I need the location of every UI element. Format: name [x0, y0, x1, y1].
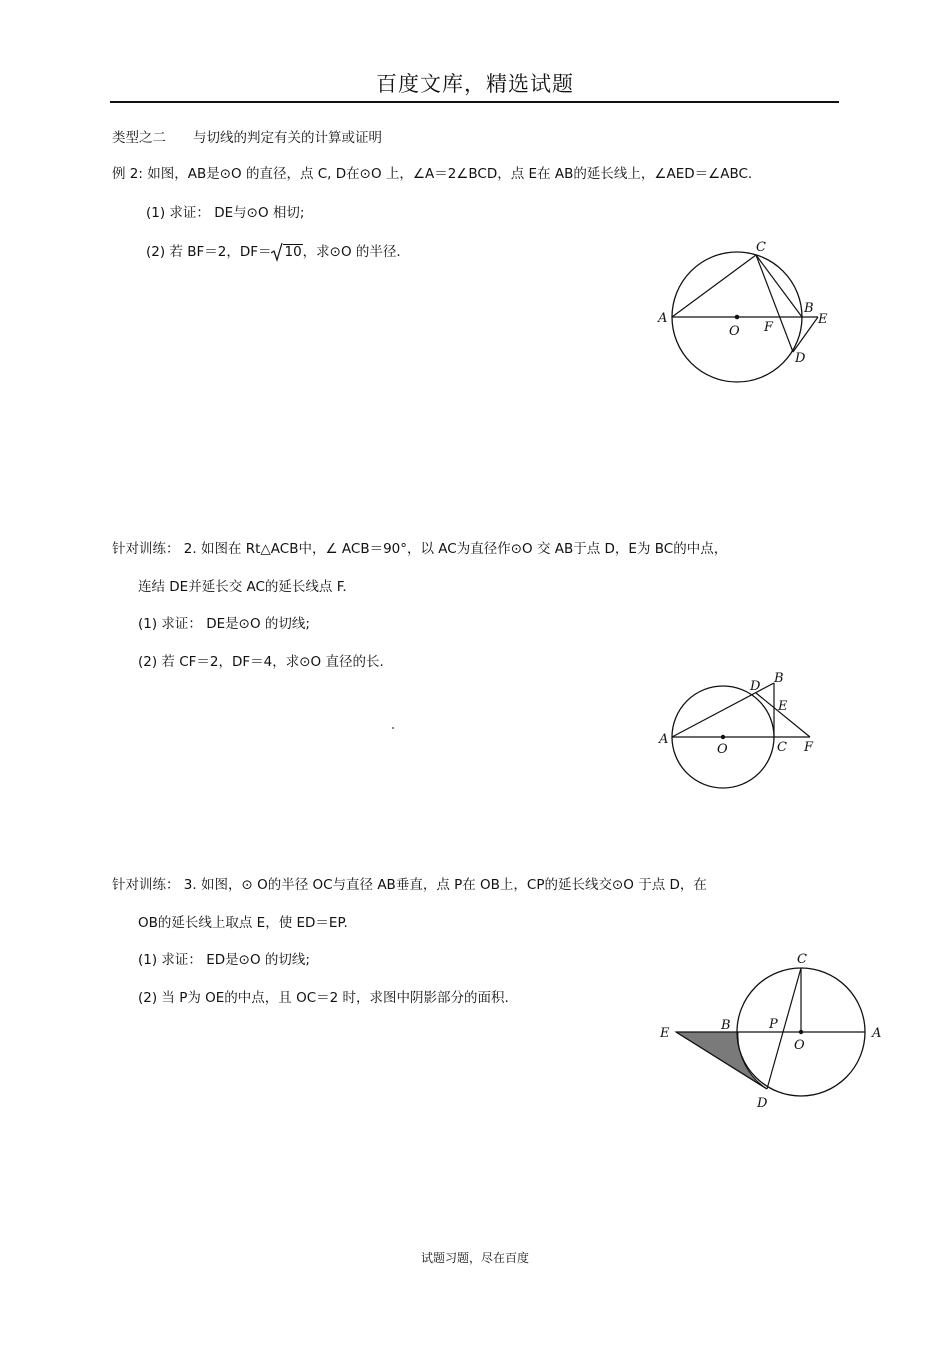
exercise2-line1: 针对训练： 2. 如图在 Rt△ACB中，∠ ACB＝90°，以 AC为直径作⊙O 交 AB于点 D，E为 BC的中点， — [112, 541, 728, 557]
label-C: C — [756, 240, 766, 255]
label-A: A — [872, 1026, 882, 1041]
example2-q2-before: (2) 若 BF＝2，DF＝ — [146, 244, 272, 260]
label-O: O — [794, 1038, 805, 1053]
exercise3-line2: OB的延长线上取点 E，使 ED＝EP. — [138, 915, 348, 931]
exercise3-q1: (1) 求证： ED是⊙O 的切线; — [138, 952, 310, 968]
label-F: F — [764, 320, 774, 335]
label-C: C — [797, 952, 807, 967]
label-E: E — [778, 699, 788, 714]
label-E: E — [818, 312, 828, 327]
label-P: P — [769, 1017, 778, 1032]
sqrt-radicand: 10 — [284, 244, 302, 260]
example2-stem: 例 2: 如图，AB是⊙O 的直径，点 C, D在⊙O 上，∠A＝2∠BCD，点 E在 AB的延长线上，∠AED＝∠ABC. — [112, 166, 753, 182]
label-C: C — [777, 740, 787, 755]
example2-figure — [650, 235, 840, 385]
example2-q2-after: ，求⊙O 的半径. — [302, 244, 401, 260]
label-A: A — [658, 311, 668, 326]
label-B: B — [804, 301, 814, 316]
page-footer: 试题习题，尽在百度 — [420, 1251, 529, 1265]
exercise2-line2: 连结 DE并延长交 AC的延长线点 F. — [138, 579, 347, 595]
label-O: O — [717, 742, 728, 757]
label-E: E — [660, 1026, 670, 1041]
radical-sign-icon — [271, 242, 284, 262]
exercise2-q1: (1) 求证： DE是⊙O 的切线; — [138, 616, 310, 632]
label-B: B — [721, 1018, 731, 1033]
label-F: F — [804, 740, 814, 755]
example2-q1: (1) 求证： DE与⊙O 相切; — [146, 205, 305, 221]
section-heading: 类型之二 与切线的判定有关的计算或证明 — [112, 130, 382, 146]
label-O: O — [729, 324, 740, 339]
stray-dot — [392, 727, 394, 729]
label-B: B — [774, 671, 784, 686]
label-D: D — [757, 1096, 768, 1111]
sqrt-expression — [271, 244, 302, 260]
label-D: D — [750, 679, 761, 694]
example2-q2 — [146, 240, 401, 260]
page-title: 百度文库，精选试题 — [376, 72, 574, 96]
exercise2-figure — [655, 665, 835, 795]
exercise2-q2: (2) 若 CF＝2，DF＝4，求⊙O 直径的长. — [138, 654, 384, 670]
header-rule — [110, 101, 839, 103]
exercise3-figure — [655, 945, 890, 1115]
label-A: A — [659, 732, 669, 747]
exercise3-q2: (2) 当 P为 OE的中点，且 OC＝2 时，求图中阴影部分的面积. — [138, 990, 509, 1006]
label-D: D — [795, 351, 806, 366]
exercise3-line1: 针对训练： 3. 如图，⊙ O的半径 OC与直径 AB垂直，点 P在 OB上，CP的延长线交⊙O 于点 D，在 — [112, 877, 707, 893]
